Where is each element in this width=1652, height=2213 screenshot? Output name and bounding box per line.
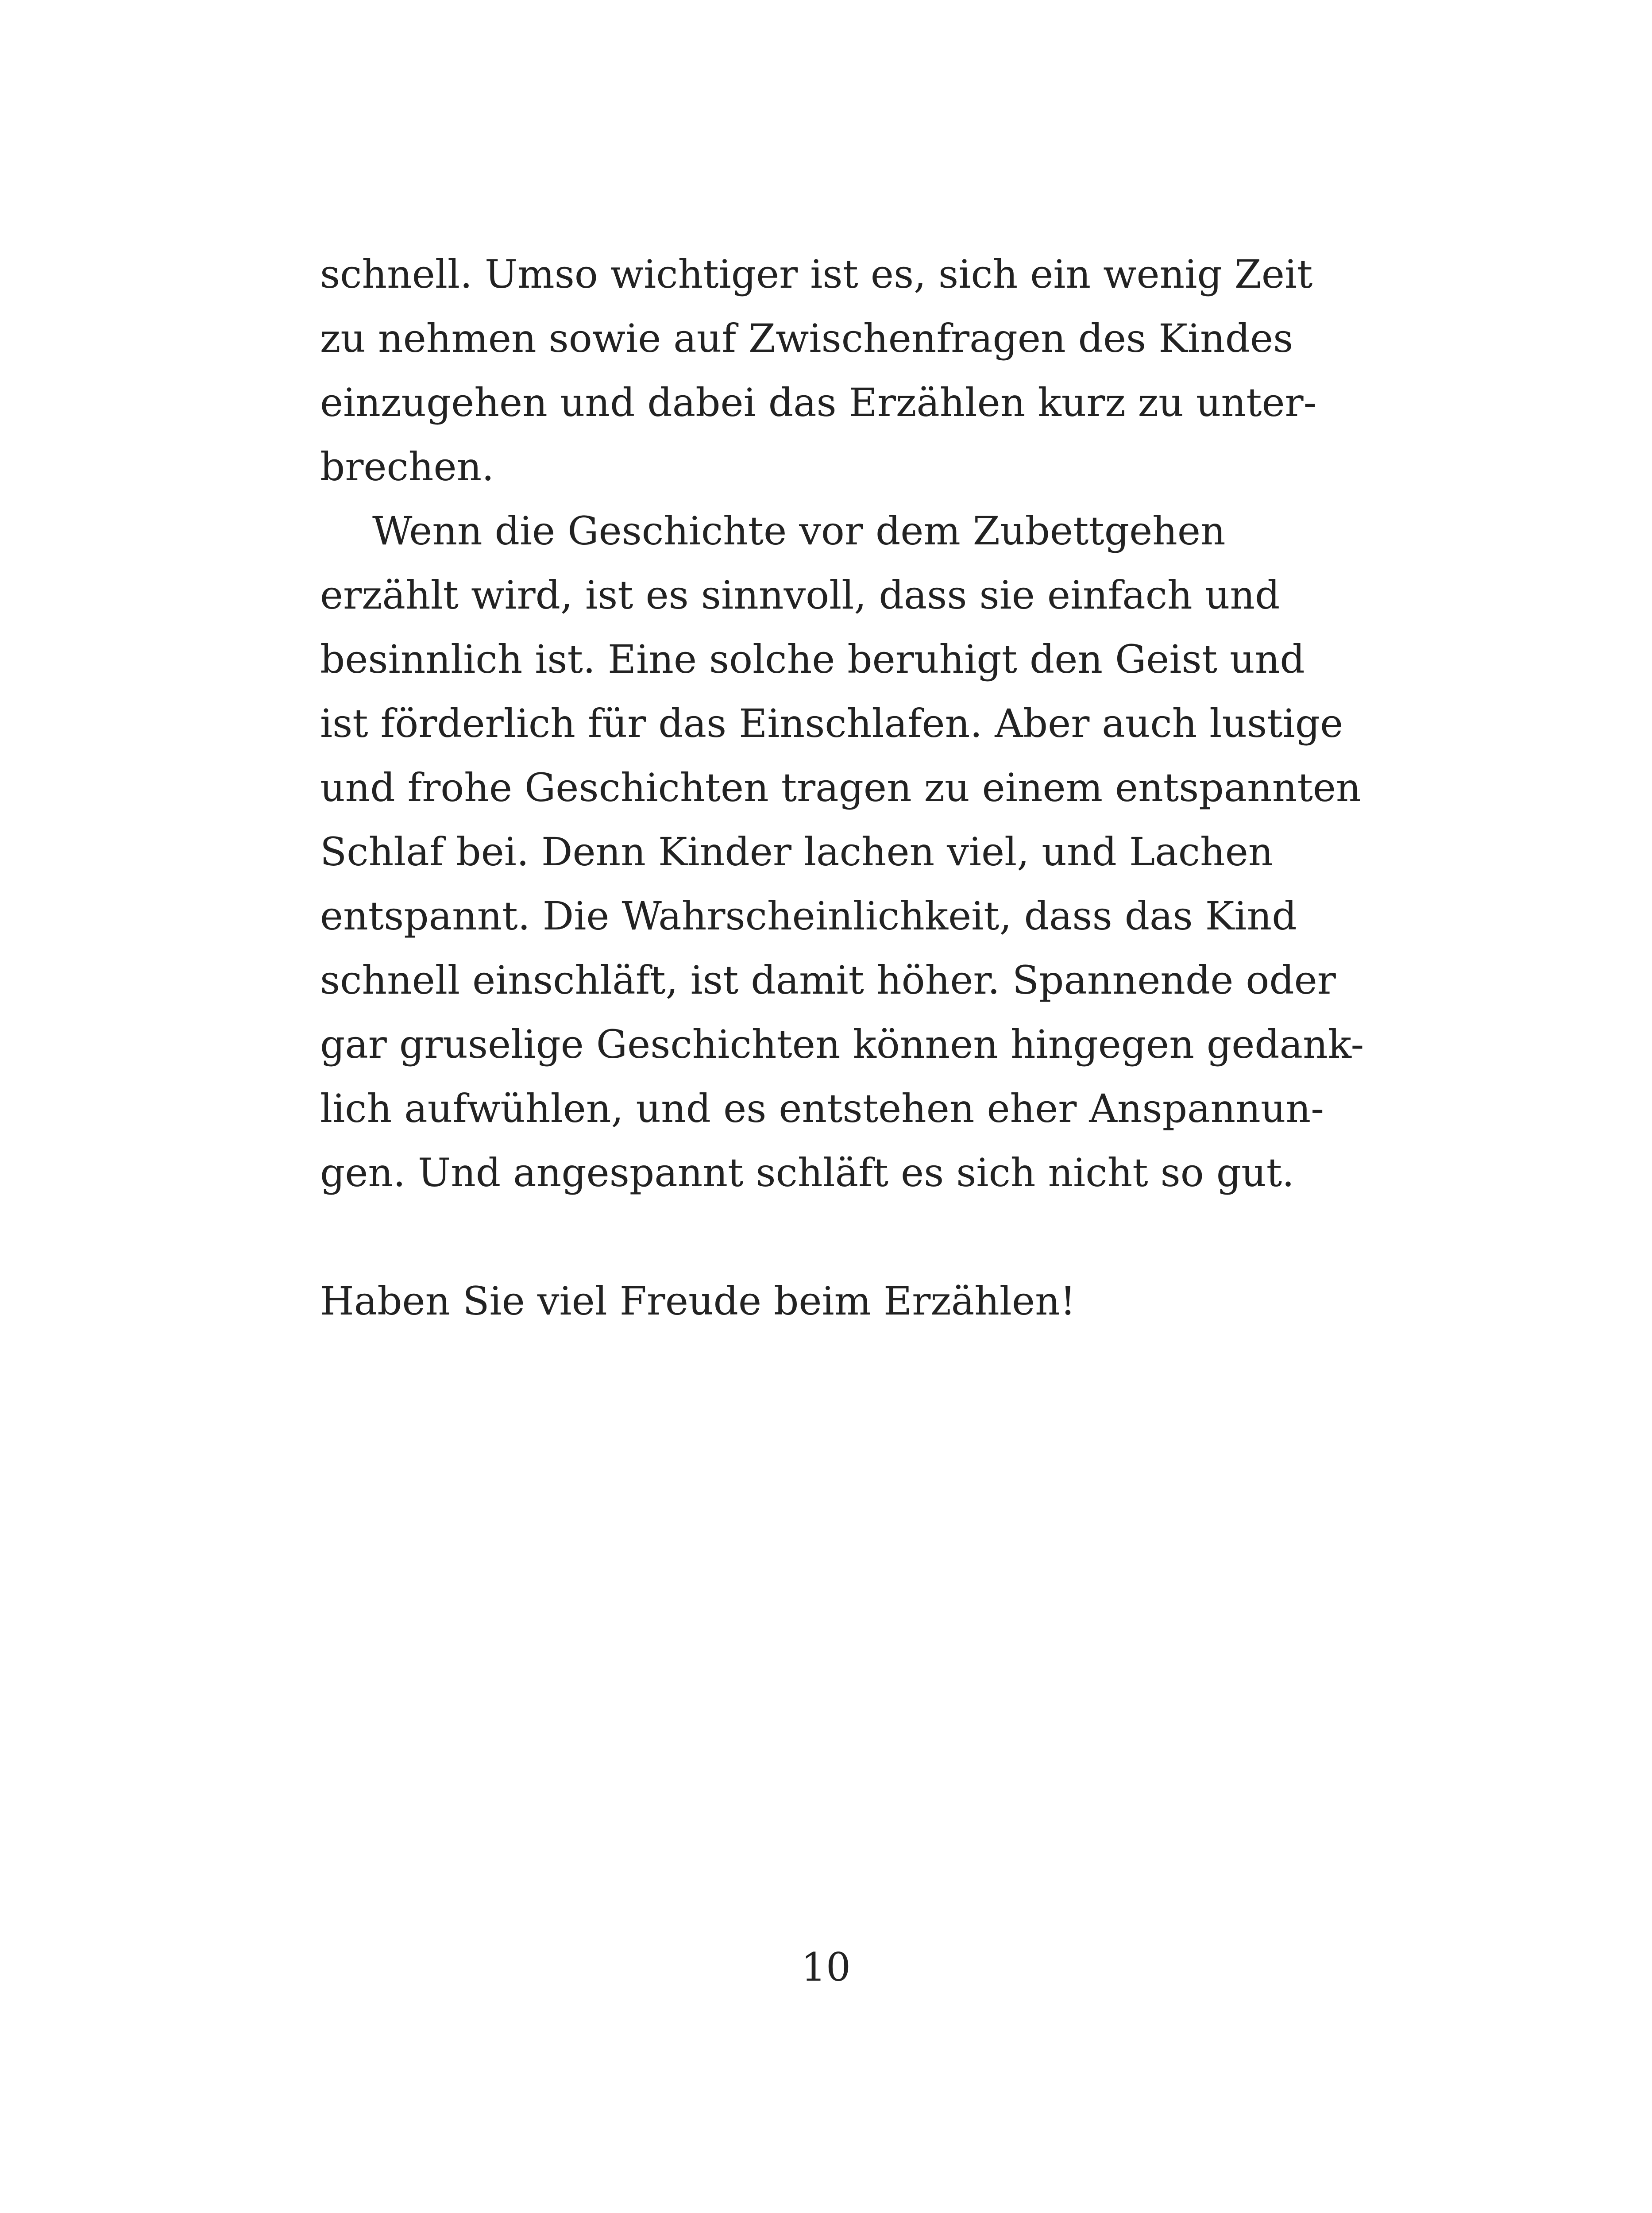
text-line: schnell. Umso wichtiger ist es, sich ein wenig Zeit xyxy=(320,251,1313,297)
text-line: einzugehen und dabei das Erzählen kurz zu unter- xyxy=(320,380,1317,425)
text-line: gar gruselige Geschichten können hingegen gedank- xyxy=(320,1022,1364,1067)
closing-line: Haben Sie viel Freude beim Erzählen! xyxy=(320,1278,1076,1324)
text-line: besinnlich ist. Eine solche beruhigt den Geist und xyxy=(320,636,1305,682)
text-line: lich aufwühlen, und es entstehen eher Anspannun- xyxy=(320,1086,1324,1131)
text-line: Schlaf bei. Denn Kinder lachen viel, und Lachen xyxy=(320,829,1274,875)
text-line: erzählt wird, ist es sinnvoll, dass sie einfach und xyxy=(320,572,1280,618)
text-line: ist förderlich für das Einschlafen. Aber auch lustige xyxy=(320,701,1343,746)
text-line: zu nehmen sowie auf Zwischenfragen des Kindes xyxy=(320,316,1293,361)
page-number: 10 xyxy=(801,1944,851,1990)
text-line: schnell einschläft, ist damit höher. Spannende oder xyxy=(320,957,1336,1003)
text-line: gen. Und angespannt schläft es sich nicht so gut. xyxy=(320,1150,1295,1195)
text-line: und frohe Geschichten tragen zu einem entspannten xyxy=(320,765,1361,810)
text-line: entspannt. Die Wahrscheinlichkeit, dass das Kind xyxy=(320,893,1297,939)
text-line: brechen. xyxy=(320,444,494,490)
text-line: Wenn die Geschichte vor dem Zubettgehen xyxy=(372,508,1226,554)
